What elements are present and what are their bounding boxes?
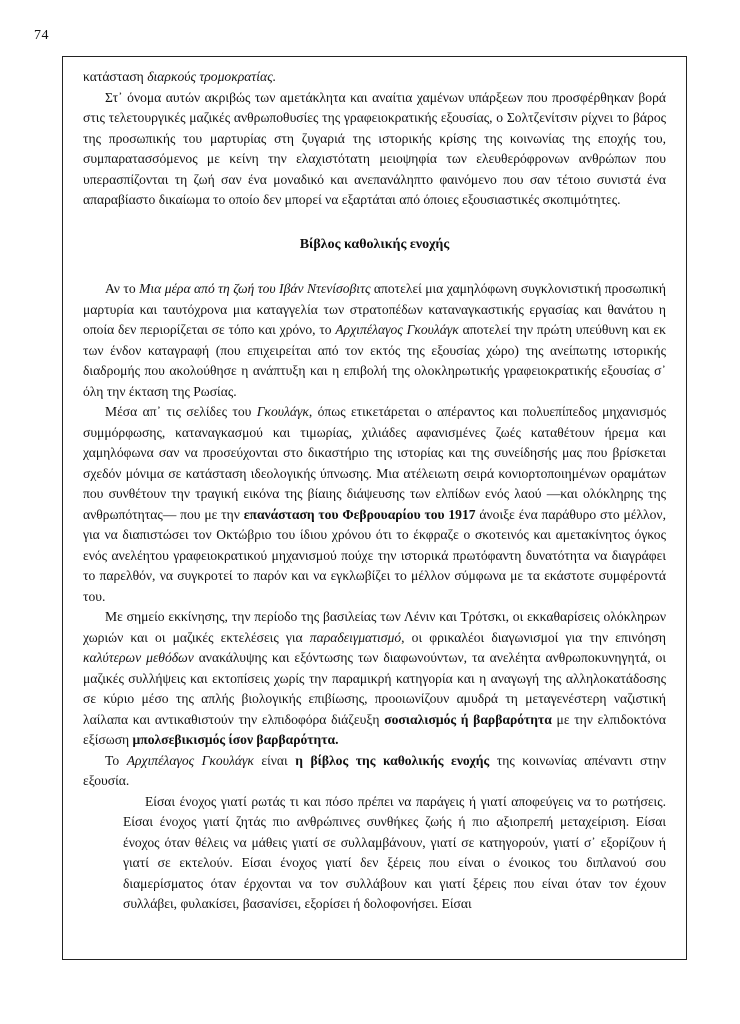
paragraph [83,607,666,751]
text-run: , οι φρικαλέοι διαγωνισμοί για την επινόηση [401,629,666,645]
text-run: Το [105,752,127,768]
text-run: είναι [253,752,296,768]
text-run: Μέσα απ᾽ τις σελίδες του [105,404,257,419]
text-run: Είσαι ένοχος γιατί ρωτάς τι και πόσο πρέπει να παράγεις ή γιατί αποφεύγεις να το ρωτήσεις. Είσαι ένοχος γιατί ζητάς πιο ανθρώπινες συνθήκες ζωής ή πιο αξιοπρεπή μεταχείριση. Είσαι ένοχος όταν θέλεις να μάθεις γιατί σε συλλαμβάνουν, γιατί σε κατηγορούν, γιατί σ᾽ εξορίζουν ή γιατί σε εκτελούν. Είσαι ένοχος γιατί δεν ξέρεις που είναι ο ένοικος του διπλανού σου διαμερίσματος όταν έρχονται να τον συλλάβουν και γιατί ξέρεις που είναι όταν τον έχουν συλλάβει, φυλακίσει, βασανίσει, εξορίσει ή δολοφονήσει. Είσαι [123,793,666,911]
text-run: ανακάλυψης και εξόντωσης των διαφωνούντων, τα ανελέητα ανθρωποκυνηγητά, οι μαζικές συλλήψεις και εκτοπίσεις χωρίς την παραμικρή κατηγορία και η αναγωγή της αλληλοκατάδοσης σε κύριο μέσο της απλής βιολογικής επιβίωσης, προοιωνίζουν αμυδρά τη μεταγενέστερη ναζιστική λαίλαπα και αντικαθιστούν την ελπιδοφόρα διάζευξη [83,650,667,727]
text-run: αποτελεί μια χαμηλόφωνη συγκλονιστική προσωπική μαρτυρία και ταυτόχρονα μια καταγγελία των στρατοπέδων καταναγκαστικής εργασίας και θανάτου η οποία δεν περιορίζεται σε τόπο και χρόνο, το [83,281,666,337]
bold-text: μπολσεβικισμός ίσον βαρβαρότητα. [132,732,339,747]
text-run: αποτελεί την πρώτη υπεύθυνη και εκ των ένδον καταγραφή (που επιχειρείται από τον εκτός της εξουσίας χώρο) της ανείπωτης ιστορικής διαδρομής που ακολούθησε η ανάπτυξη και η επιβολή της ολοκληρωτικής γραφειοκρατικής εξουσίας σ᾽ όλη την έκταση της Ρωσίας. [83,322,666,399]
paragraph [83,88,666,211]
italic-text: Αρχιπέλαγος Γκουλάγκ [335,322,459,337]
italic-text: Μια μέρα από τη ζωή του Ιβάν Ντενίσοβιτς [139,281,371,296]
paragraph [83,751,666,792]
bold-text: σοσιαλισμός ή βαρβαρότητα [384,711,552,727]
bold-text: επανάσταση του Φεβρουαρίου του 1917 [243,506,476,522]
italic-text: διαρκούς τρομοκρατίας. [147,69,277,84]
main-section [83,279,666,792]
text-run: με την ελπιδοκτόνα εξίσωση [83,711,666,747]
text-run: κατάσταση [83,69,148,84]
text-run: Στ᾽ όνομα αυτών ακριβώς των αμετάκλητα και αναίτια χαμένων υπάρξεων που προσφέρθηκαν βορά στις τελετουργικές μαζικές ανθρωποθυσίες της γραφειοκρατικής εξουσίας, ο Σολτζενίτσιν ρίχνει το βάρος της προσωπικής του μαρτυρίας στη ζυγαριά της ιστορικής κρίσης της κοινωνίας της εποχής του, συμπαρατασσόμενος με κείνη την ελαχιστότατη μειοψηφία των ελευθερόφρονων ανθρώπων που υπερασπίζονται τη ζωή σαν ένα μοναδικό και ανεπανάληπτο φαινόμενο που σαν τέτοιο συνιστά ένα απαραβίαστο δικαίωμα το οποίο δεν μπορεί να εξαρτάται από όποιες εξουσιαστικές σκοπιμότητες. [83,89,666,207]
section-heading: Βίβλος καθολικής ενοχής [299,236,450,252]
text-frame [62,56,687,960]
paragraph [83,67,666,88]
italic-text: παραδειγματισμό [309,629,402,645]
italic-text: Αρχιπέλαγος Γκουλάγκ [126,752,254,768]
body-text [83,67,666,915]
paragraph [83,402,666,607]
text-run: Με σημείο εκκίνησης, την περίοδο της βασιλείας των Λένιν και Τρότσκι, οι εκκαθαρίσεις ολόκληρων χωριών και οι μαζικές εκτελέσεις για [83,609,666,645]
bold-text: η βίβλος της καθολικής ενοχής [295,752,490,768]
intro-section [83,67,666,211]
text-run: Αν το [105,281,140,296]
text-run: της κοινωνίας απέναντι στην εξουσία. [83,752,666,788]
quote-paragraph [83,792,666,915]
italic-text: Γκουλάγκ [256,404,309,419]
text-run: , όπως ετικετάρεται ο απέραντος και πολυεπίπεδος μηχανισμός συμμόρφωσης, καταναγκασμού και τιμωρίας, χιλιάδες αφανισμένες ζωές καταθέτουν ήρεμα και χαμηλόφωνα σαν να προσεύχονται στο δικαστήριο της ιστορίας και της συνείδησής μας που βρίσκεται σχεδόν μόνιμα σε κατάσταση ιδεολογικής ύπνωσης. Μια ατέλειωτη σειρά κονιορτοποιημένων οραμάτων που συνθέτουν την τραγική εικόνα της βίαιης διάψευσης των ελπίδων ενός λαού —και ολόκληρης της ανθρωπότητας— που με την [83,404,666,522]
paragraph [83,279,666,402]
text-run: άνοιξε ένα παράθυρο στο μέλλον, για να διαπιστώσει τον Οκτώβριο του ίδιου χρόνου ότι το έκφραζε ο σκοτεινός και αμετακίνητος όγκος ενός ανελέητου γραφειοκρατικού μηχανισμού πούχε την ιστορικά πρωτόφαντη δυνατότητα να διαγράφει το παρελθόν, να συγκροτεί το παρόν και να εγκλωβίζει το μέλλον σύμφωνα με τα εκάστοτε συμφέροντά του. [83,506,666,604]
italic-text: καλύτερων μεθόδων [83,650,194,665]
page-number: 74 [34,28,49,43]
